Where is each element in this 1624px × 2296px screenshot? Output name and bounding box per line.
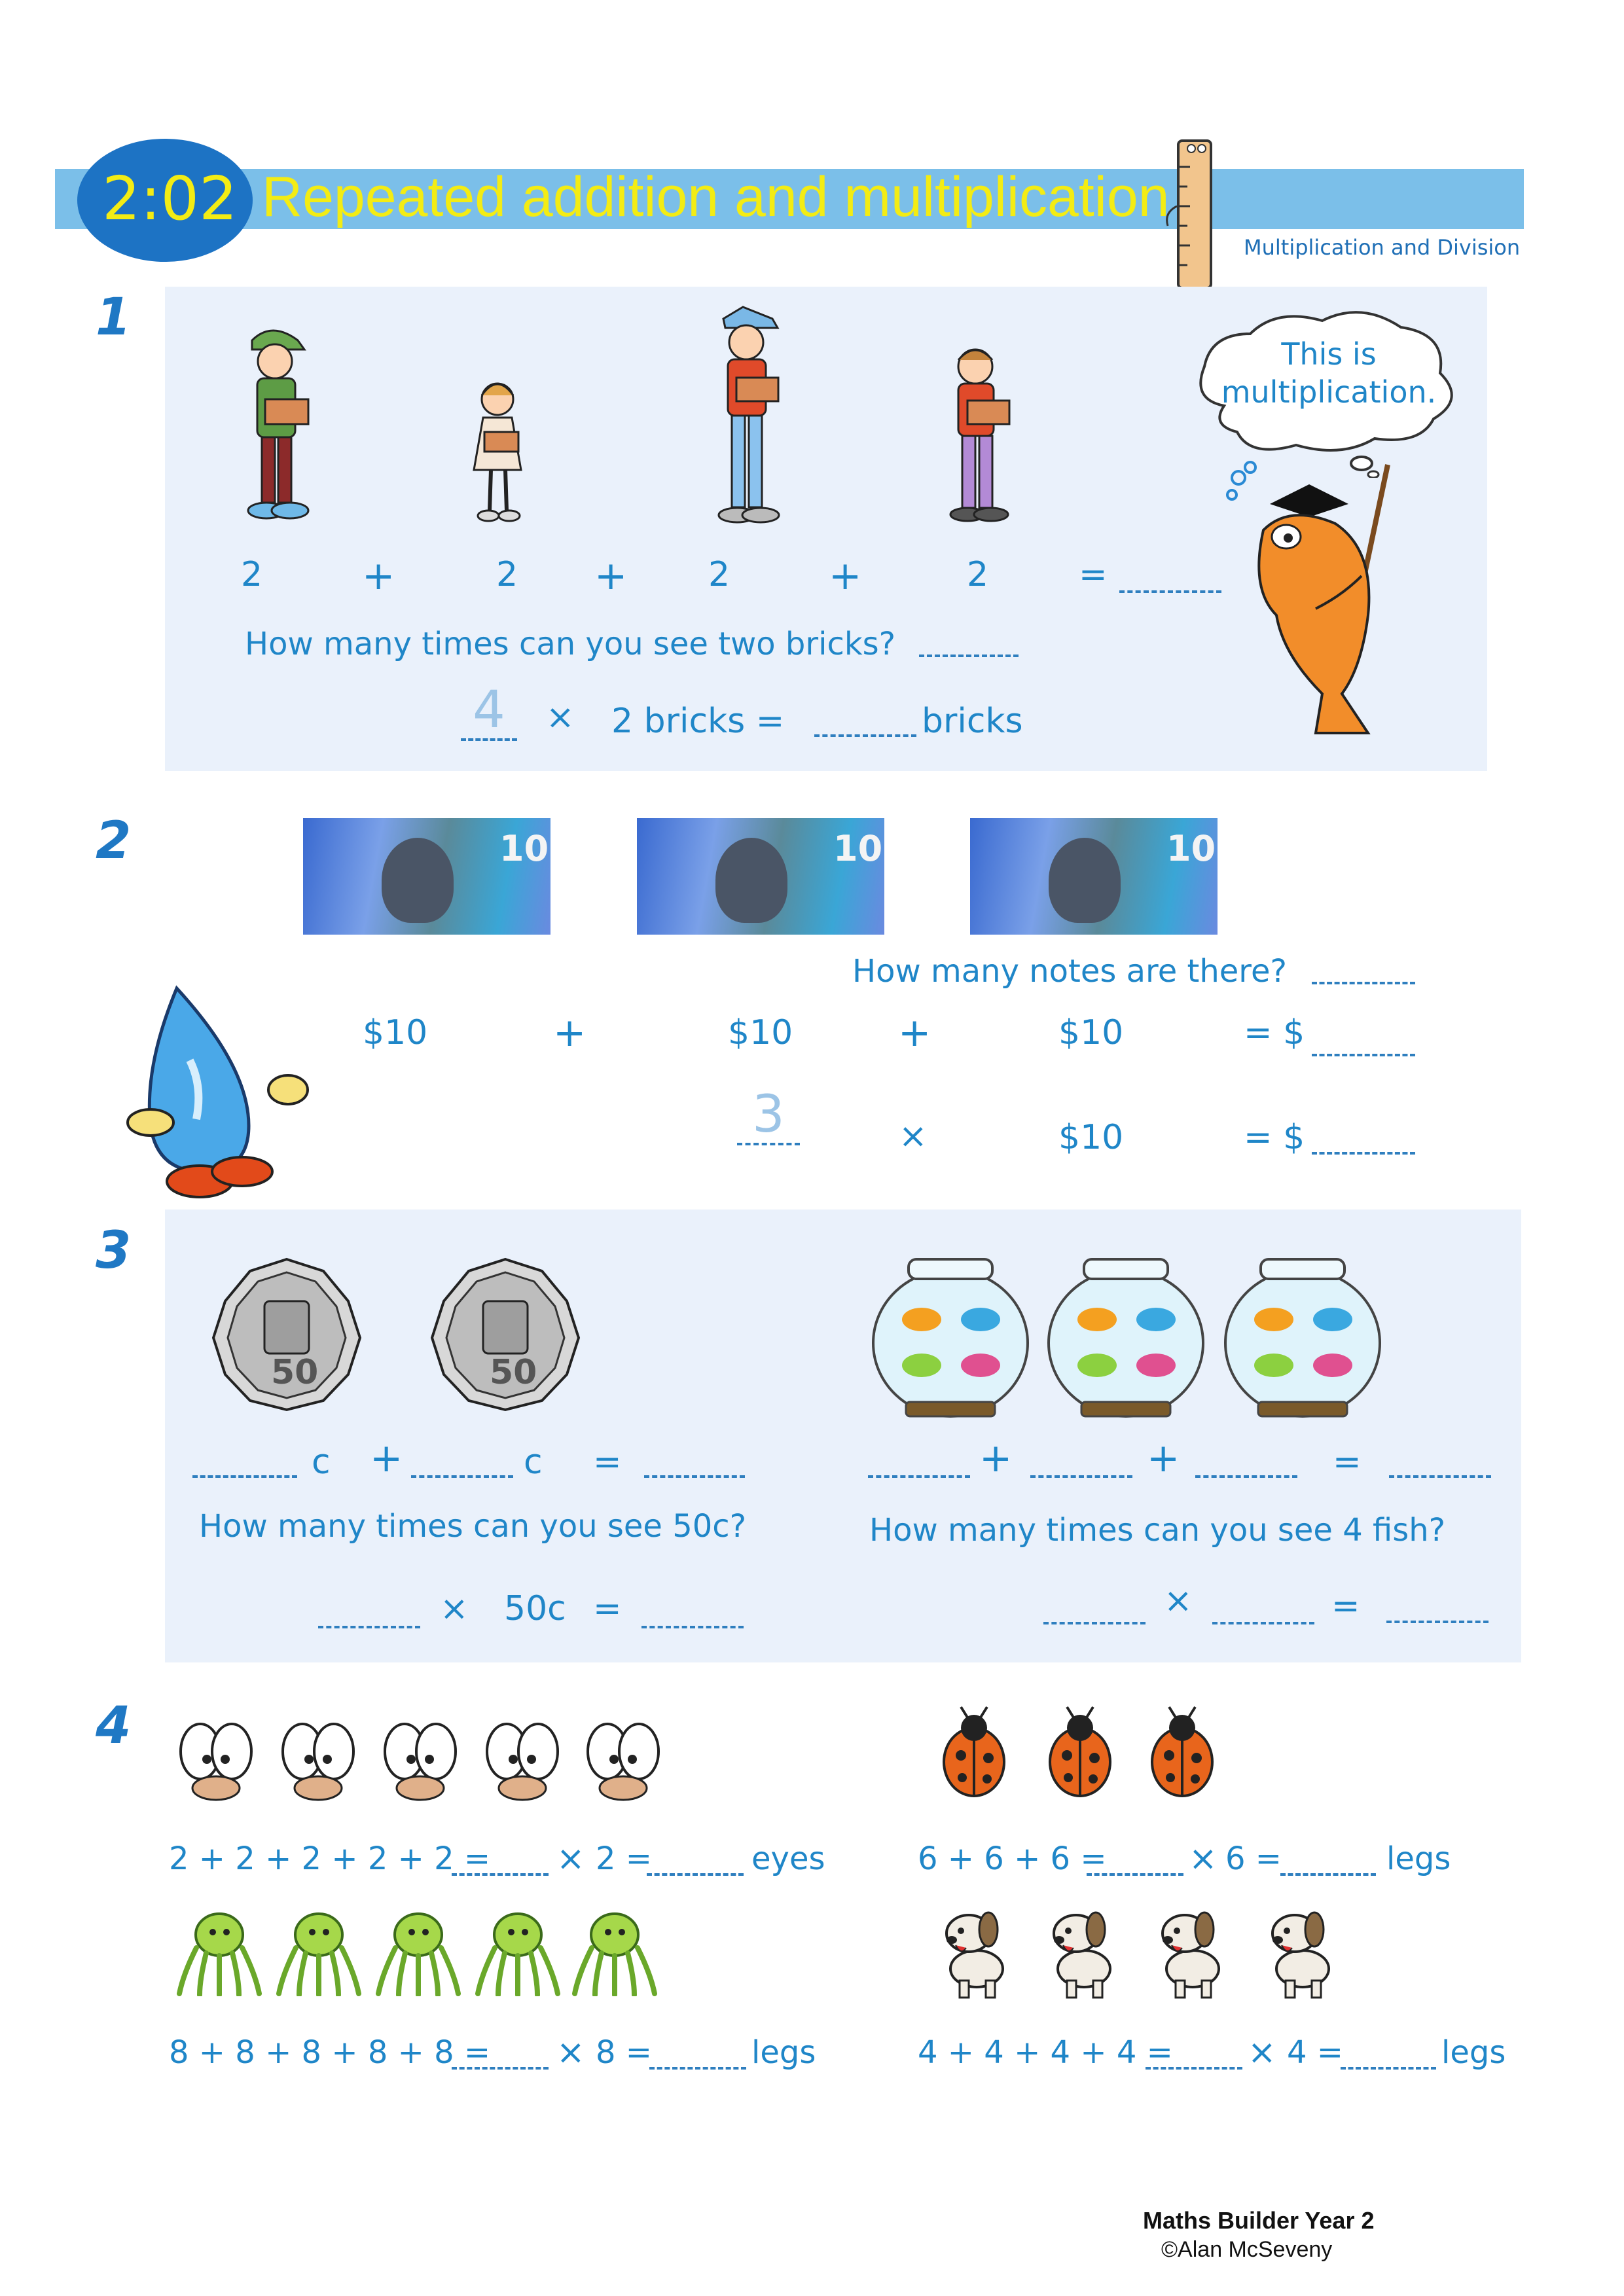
q2-times: × bbox=[899, 1117, 928, 1156]
octopus-icon bbox=[177, 1909, 262, 1996]
q1-addend-4: 2 bbox=[967, 555, 989, 594]
q3-right-product-field[interactable] bbox=[1386, 1621, 1489, 1623]
q2-product-answer-field[interactable] bbox=[1312, 1152, 1415, 1155]
q2-addend-2: $10 bbox=[728, 1013, 793, 1052]
q3-left-addend-1-field[interactable] bbox=[192, 1475, 297, 1478]
q4-dogs-factor: 4 = bbox=[1287, 2034, 1344, 2071]
q2-count-answer-field[interactable] bbox=[1312, 982, 1415, 984]
q2-question: How many notes are there? bbox=[852, 953, 1287, 990]
q1-question: How many times can you see two bricks? bbox=[245, 626, 896, 662]
q1-equals: = bbox=[1079, 555, 1108, 594]
water-drop-mascot-icon bbox=[124, 982, 321, 1204]
boy-carrying-bricks-icon bbox=[226, 321, 317, 530]
q4-eyes-factor: 2 = bbox=[596, 1840, 653, 1877]
coin-label-2: 50 bbox=[490, 1353, 537, 1392]
q3-left-times: × bbox=[440, 1589, 469, 1628]
q1-product-answer-field[interactable] bbox=[814, 734, 916, 737]
q3-left-factor: 50c bbox=[504, 1589, 566, 1628]
q4-bugs-times: × bbox=[1189, 1839, 1218, 1878]
question-number-1: 1 bbox=[96, 288, 132, 347]
q4-eyes-times: × bbox=[556, 1839, 585, 1878]
q3-cent-2: c bbox=[524, 1443, 543, 1482]
q3-right-sum-field[interactable] bbox=[1389, 1475, 1491, 1478]
q2-equals-dollar: = $ bbox=[1244, 1013, 1305, 1052]
eyes-icon bbox=[177, 1719, 255, 1801]
ten-dollar-note-3 bbox=[970, 818, 1218, 935]
q3-right-plus-2: + bbox=[1147, 1435, 1180, 1481]
q4-eyes-count-field[interactable] bbox=[452, 1873, 549, 1876]
fish-bowl-2 bbox=[1045, 1254, 1207, 1420]
page-title: Repeated addition and multiplication bbox=[262, 166, 1170, 228]
boy-purple-carrying-bricks-icon bbox=[929, 340, 1021, 530]
q3-right-plus-1: + bbox=[979, 1435, 1013, 1481]
ladybug-icon bbox=[928, 1706, 1020, 1804]
question-number-2: 2 bbox=[96, 812, 132, 870]
eyes-icon bbox=[584, 1719, 662, 1801]
ten-dollar-note-2 bbox=[637, 818, 884, 935]
q3-right-addend-3-field[interactable] bbox=[1195, 1475, 1297, 1478]
q4-dogs-times: × bbox=[1248, 2033, 1276, 2072]
q3-left-equals: = bbox=[593, 1443, 622, 1482]
q2-sum-answer-field[interactable] bbox=[1312, 1054, 1415, 1056]
q3-cent-1: c bbox=[312, 1443, 331, 1482]
note-value-3: 10 bbox=[1166, 828, 1216, 869]
fish-bowl-1 bbox=[869, 1254, 1032, 1420]
q1-addend-3: 2 bbox=[708, 555, 731, 594]
q3-right-factor-field[interactable] bbox=[1212, 1622, 1314, 1624]
coin-label-1: 50 bbox=[271, 1353, 319, 1392]
question-number-4: 4 bbox=[96, 1696, 132, 1755]
q3-question-left: How many times can you see 50c? bbox=[199, 1508, 747, 1545]
lesson-code: 2:02 bbox=[102, 164, 238, 234]
footer-book-title: Maths Builder Year 2 bbox=[1143, 2207, 1375, 2234]
q3-right-times: × bbox=[1164, 1581, 1193, 1621]
ladybug-icon bbox=[1034, 1706, 1126, 1804]
q4-octo-unit: legs bbox=[751, 2034, 816, 2071]
q1-sum-answer-field[interactable] bbox=[1119, 590, 1221, 593]
q3-left-equals-2: = bbox=[593, 1589, 622, 1628]
q1-traced-number: 4 bbox=[461, 685, 517, 741]
q1-plus-2: + bbox=[594, 553, 628, 599]
q4-dogs-sum: 4 + 4 + 4 + 4 = bbox=[918, 2034, 1173, 2071]
q4-eyes-sum: 2 + 2 + 2 + 2 + 2 = bbox=[169, 1840, 491, 1877]
note-value-1: 10 bbox=[499, 828, 549, 869]
footer-author: ©Alan McSeveny bbox=[1161, 2237, 1333, 2262]
octopus-icon bbox=[572, 1909, 657, 1996]
q4-dogs-product-field[interactable] bbox=[1341, 2067, 1436, 2070]
professor-fish-icon bbox=[1224, 458, 1414, 746]
q1-count-answer-field[interactable] bbox=[919, 655, 1019, 657]
q4-octo-count-field[interactable] bbox=[452, 2067, 549, 2070]
eyes-icon bbox=[483, 1719, 562, 1801]
q1-addend-1: 2 bbox=[241, 555, 263, 594]
ladybug-icon bbox=[1136, 1706, 1228, 1804]
q1-times: × bbox=[546, 698, 575, 737]
dog-icon bbox=[1255, 1903, 1341, 2001]
q3-left-sum-field[interactable] bbox=[644, 1475, 745, 1478]
q2-addend-3: $10 bbox=[1058, 1013, 1124, 1052]
octopus-icon bbox=[475, 1909, 560, 1996]
tall-boy-carrying-bricks-icon bbox=[694, 304, 792, 530]
girl-carrying-bricks-icon bbox=[458, 373, 537, 530]
dog-icon bbox=[1146, 1903, 1231, 2001]
q2-factor: $10 bbox=[1058, 1118, 1124, 1157]
dogs-row bbox=[929, 1903, 1335, 2008]
note-value-2: 10 bbox=[833, 828, 883, 869]
q3-left-count-field[interactable] bbox=[318, 1626, 420, 1628]
q2-plus-1: + bbox=[553, 1010, 586, 1056]
q2-addend-1: $10 bbox=[363, 1013, 428, 1052]
octopus-icon bbox=[276, 1909, 361, 1996]
q4-octo-factor: 8 = bbox=[596, 2034, 653, 2071]
ladybugs-row bbox=[928, 1706, 1229, 1810]
q1-plus-1: + bbox=[362, 553, 395, 599]
q1-plus-3: + bbox=[829, 553, 862, 599]
q1-addend-2: 2 bbox=[496, 555, 518, 594]
q3-left-product-field[interactable] bbox=[641, 1626, 744, 1628]
octopus-icon bbox=[376, 1909, 461, 1996]
q4-octo-product-field[interactable] bbox=[649, 2067, 746, 2070]
q4-octo-times: × bbox=[556, 2033, 585, 2072]
q4-bugs-unit: legs bbox=[1386, 1840, 1451, 1877]
q1-mult-text: 2 bricks = bbox=[611, 702, 785, 741]
speech-bubble-text: This is multiplication. bbox=[1221, 336, 1437, 410]
fish-bowl-3 bbox=[1221, 1254, 1384, 1420]
q4-bugs-factor: 6 = bbox=[1225, 1840, 1282, 1877]
q4-bugs-product-field[interactable] bbox=[1280, 1873, 1376, 1876]
dog-icon bbox=[1037, 1903, 1122, 2001]
q2-traced-number: 3 bbox=[737, 1089, 800, 1145]
q3-right-addend-1-field[interactable] bbox=[868, 1475, 970, 1478]
q3-left-plus: + bbox=[370, 1435, 403, 1481]
octopus-row bbox=[177, 1909, 674, 2000]
q3-right-count-field[interactable] bbox=[1043, 1622, 1146, 1624]
q3-right-equals-2: = bbox=[1331, 1587, 1360, 1626]
eyes-icon bbox=[279, 1719, 357, 1801]
topic-label: Multiplication and Division bbox=[1244, 235, 1521, 260]
fifty-cent-coin-2 bbox=[427, 1255, 584, 1412]
ten-dollar-note-1 bbox=[303, 818, 550, 935]
q4-bugs-count-field[interactable] bbox=[1087, 1873, 1183, 1876]
q4-eyes-product-field[interactable] bbox=[647, 1873, 744, 1876]
q4-dogs-count-field[interactable] bbox=[1146, 2067, 1242, 2070]
q1-unit: bricks bbox=[922, 702, 1023, 741]
question-number-3: 3 bbox=[96, 1221, 132, 1280]
eyes-row bbox=[177, 1719, 661, 1804]
dog-icon bbox=[929, 1903, 1015, 2001]
q3-left-addend-2-field[interactable] bbox=[411, 1475, 513, 1478]
q3-right-equals: = bbox=[1333, 1443, 1362, 1482]
q4-bugs-sum: 6 + 6 + 6 = bbox=[918, 1840, 1107, 1877]
fifty-cent-coin-1 bbox=[208, 1255, 365, 1412]
q2-plus-2: + bbox=[898, 1010, 931, 1056]
q4-octo-sum: 8 + 8 + 8 + 8 + 8 = bbox=[169, 2034, 491, 2071]
eyes-icon bbox=[381, 1719, 460, 1801]
ruler-mascot-icon bbox=[1159, 128, 1231, 291]
q2-equals-dollar-2: = $ bbox=[1244, 1118, 1305, 1157]
q4-eyes-unit: eyes bbox=[751, 1840, 825, 1877]
q4-dogs-unit: legs bbox=[1441, 2034, 1506, 2071]
q3-question-right: How many times can you see 4 fish? bbox=[869, 1512, 1446, 1549]
q3-right-addend-2-field[interactable] bbox=[1030, 1475, 1132, 1478]
